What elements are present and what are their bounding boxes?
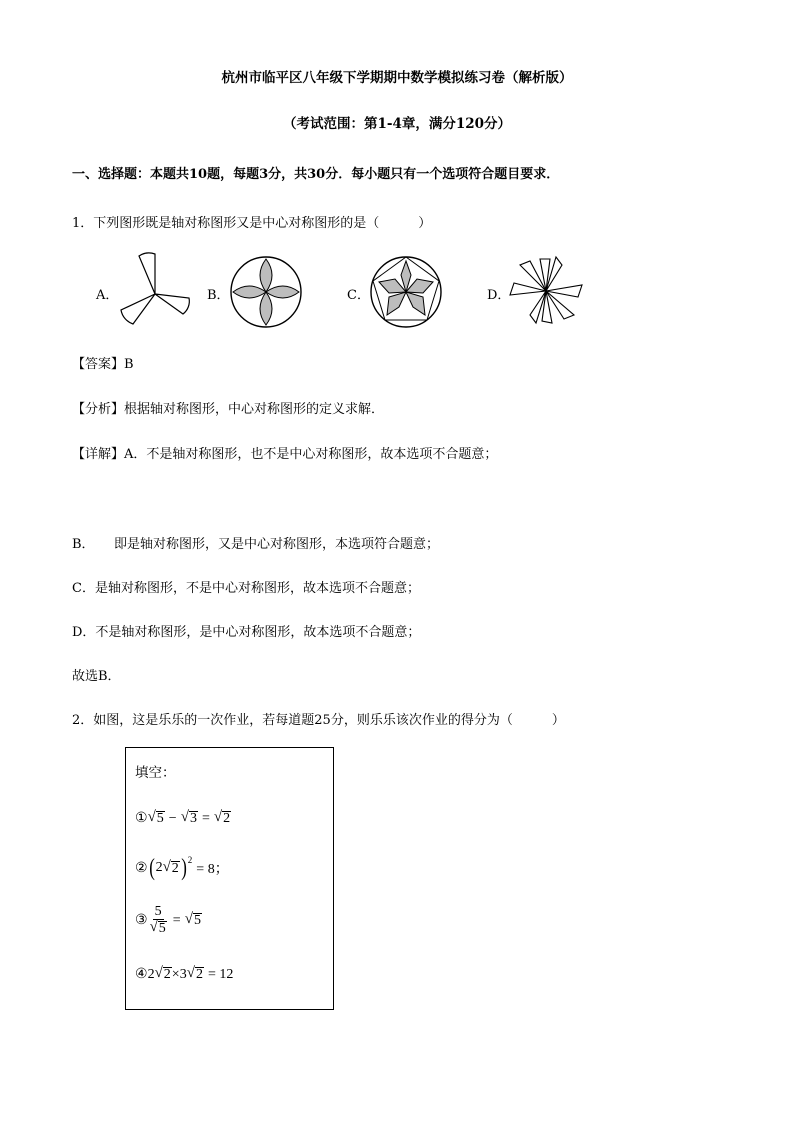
left-paren: (: [148, 855, 155, 881]
radicand: 5: [156, 811, 164, 827]
option-a-label: A．: [96, 288, 119, 303]
option-b-label: B．: [207, 288, 230, 303]
coefficient: 2: [155, 860, 163, 875]
numerator: 5: [154, 904, 162, 919]
item-1-number: ①: [135, 811, 148, 826]
q1-stem: 1．下列图形既是轴对称图形又是中心对称图形的是（ ）: [72, 216, 432, 231]
denominator-sqrt-5: √ 5: [149, 919, 166, 937]
times-three: ×3: [171, 966, 187, 982]
q1-line-d: D．不是轴对称图形，是中心对称图形，故本选项不合题意；: [72, 625, 421, 640]
item-2-result: = 8；: [196, 862, 229, 877]
homework-item-2: [135, 856, 229, 880]
option-d-figure: [508, 255, 584, 325]
q1-line-b-text: 即是轴对称图形，又是中心对称图形，本选项符合题意；: [114, 537, 440, 552]
sqrt-5: √ 5: [147, 809, 164, 827]
radicand: 2: [223, 811, 231, 827]
option-a-figure: [117, 252, 193, 328]
option-c-figure: [369, 255, 443, 329]
page-title: 杭州市临平区八年级下学期期中数学模拟练习卷（解析版）: [221, 70, 573, 86]
sqrt-3: √ 3: [180, 809, 197, 827]
minus-sign: −: [168, 810, 177, 826]
q1-line-b-label: B．: [72, 537, 95, 552]
option-c-label: C．: [347, 288, 370, 303]
homework-item-4: [135, 966, 233, 983]
box-title: 填空：: [135, 765, 176, 781]
homework-item-3: [135, 904, 202, 937]
section-heading: 一、选择题：本题共10题，每题3分，共30分．每小题只有一个选项符合题目要求．: [72, 167, 560, 182]
q1-conclusion: 故选B．: [72, 669, 121, 684]
right-paren: ): [180, 855, 187, 881]
equals-sign: =: [201, 810, 210, 826]
sqrt-2: √ 2: [162, 858, 179, 876]
q2-stem: 2．如图，这是乐乐的一次作业，若每道题25分，则乐乐该次作业的得分为（ ）: [72, 713, 565, 728]
sqrt-2: √ 2: [213, 809, 231, 827]
radicand: 3: [189, 811, 197, 827]
q1-line-c: C．是轴对称图形，不是中心对称图形，故本选项不合题意；: [72, 581, 420, 596]
q1-detail: 【详解】A．不是轴对称图形，也不是中心对称图形，故本选项不合题意；: [72, 447, 498, 462]
coefficient-a: 2: [147, 966, 155, 982]
homework-box: [125, 747, 334, 1010]
homework-item-1: [135, 810, 231, 827]
page-subtitle: （考试范围：第1-4章，满分120分）: [282, 116, 512, 132]
equals-sign: =: [172, 912, 181, 928]
option-d-label: D．: [487, 288, 511, 303]
option-b-figure: [229, 255, 303, 329]
fraction: [150, 904, 167, 937]
radicand: 2: [163, 967, 171, 983]
item-4-result: = 12: [207, 966, 234, 982]
q1-analysis: 【分析】根据轴对称图形，中心对称图形的定义求解．: [72, 402, 385, 417]
item-4-number: ④: [135, 967, 148, 982]
sqrt-2-a: √ 2: [154, 965, 171, 983]
item-3-number: ③: [135, 913, 148, 929]
radicand: 2: [195, 967, 203, 983]
radicand: 2: [171, 860, 179, 876]
exponent: 2: [187, 855, 193, 865]
sqrt-2-b: √ 2: [186, 965, 203, 983]
item-2-number: ②: [135, 860, 148, 876]
sqrt-5: √ 5: [184, 911, 201, 929]
radicand: 5: [158, 921, 166, 937]
q1-answer: 【答案】B: [72, 357, 134, 372]
radicand: 5: [193, 913, 201, 929]
